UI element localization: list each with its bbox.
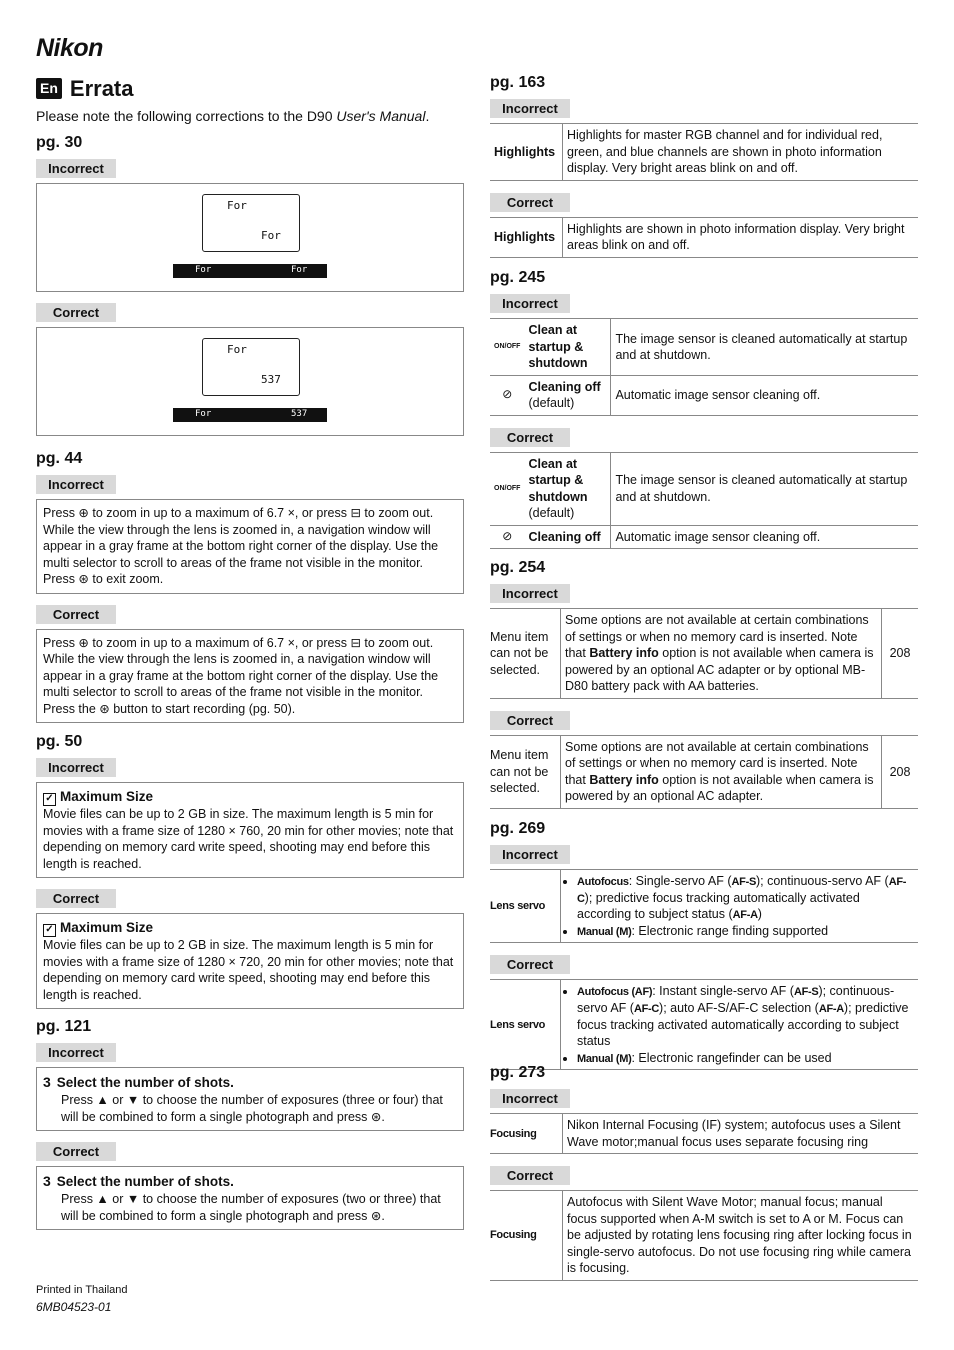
viewfinder-text: 537 <box>291 409 308 420</box>
desc-cell: Automatic image sensor cleaning off. <box>611 525 918 549</box>
term-cell: Cleaning off (default) <box>524 375 611 415</box>
text-box <box>36 1067 464 1131</box>
correct-label: Correct <box>36 303 116 322</box>
page-cell: 208 <box>882 609 919 699</box>
lcd-figure-incorrect <box>36 183 464 292</box>
desc-cell: Autofocus with Silent Wave Motor; manual focus; manual focus supported when A-M switch is set to A or M. Focus can be adjusted by rotating lens focusing ring after locking focus in single-servo autofocus. Do not use focusing ring while camera is focusing. <box>563 1191 919 1281</box>
language-badge: En <box>36 78 62 98</box>
desc-cell: Highlights are shown in photo information display. Very bright areas blink on and off. <box>563 217 919 257</box>
section-title: pg. 44 <box>36 450 83 467</box>
document-code: 6MB04523-01 <box>36 1300 112 1314</box>
section-pg245 <box>490 267 918 549</box>
incorrect-label: Incorrect <box>36 159 116 178</box>
section-title: pg. 269 <box>490 820 546 837</box>
lcd-panel <box>202 194 300 252</box>
list-item: • Autofocus: Single-servo AF (AF-S); continuous-servo AF (AF-C); predictive focus tracking automatically activated according to subject status (AF-A) <box>577 873 914 923</box>
table-row <box>490 1191 918 1281</box>
page-cell: 208 <box>882 735 919 808</box>
viewfinder-text: For <box>195 265 212 276</box>
table-row <box>490 124 918 181</box>
term-cell: Lens servo <box>490 980 561 1070</box>
title-row <box>36 74 133 103</box>
check-icon: ✓ <box>43 793 56 806</box>
step-number: 3 <box>43 1074 51 1091</box>
section-pg30 <box>36 132 464 436</box>
section-title: pg. 163 <box>490 74 546 91</box>
desc-cell: Some options are not available at certain combinations of settings or when no memory card is inserted. Note that Battery info option is not available when camera is powered by an optional AC adapter. <box>561 735 882 808</box>
correct-label: Correct <box>490 428 570 447</box>
text-box: Press ⊕ to zoom in up to a maximum of 6.7 ×, or press ⊟ to zoom out. While the view through the lens is zoomed in, a navigation window will appear in a gray frame at the bottom right corner of the display. Use the multi selector to scroll to areas of the frame not visible in the monitor. Press the ⊛ button to start recording (pg. 50). <box>36 629 464 724</box>
sensor-clean-off-icon: ⊘ <box>490 375 524 415</box>
step-number: 3 <box>43 1173 51 1190</box>
correct-label: Correct <box>490 193 570 212</box>
printed-in: Printed in Thailand <box>36 1284 128 1296</box>
term-cell: Menu item can not be selected. <box>490 735 561 808</box>
errata-table <box>490 217 918 258</box>
sensor-clean-on-icon: ON/OFF <box>490 452 524 525</box>
viewfinder-text: For <box>195 409 212 420</box>
term-cell: Lens servo <box>490 870 561 943</box>
table-row <box>490 870 918 943</box>
box-body: Movie files can be up to 2 GB in size. The maximum length is 5 min for movies with a frame size of 1280 × 720, 20 min for other movies; note that depending on memory card write speed, shooting may end before this length is reached. <box>43 938 454 1002</box>
correct-label: Correct <box>490 1166 570 1185</box>
lcd-text: For <box>227 343 247 357</box>
section-title: pg. 30 <box>36 134 83 151</box>
section-pg121 <box>36 1016 464 1230</box>
viewfinder-bar <box>173 264 327 278</box>
list-item: • Manual (M): Electronic range finding supported <box>577 923 914 940</box>
step-body: Press ▲ or ▼ to choose the number of exposures (two or three) that will be combined to form a single photograph and press ⊛. <box>61 1192 441 1223</box>
term-cell: Highlights <box>490 124 563 181</box>
sensor-clean-off-icon: ⊘ <box>490 525 524 549</box>
section-pg44 <box>36 448 464 723</box>
table-row <box>490 452 918 525</box>
incorrect-label: Incorrect <box>36 1043 116 1062</box>
desc-cell: Automatic image sensor cleaning off. <box>611 375 918 415</box>
table-row <box>490 980 918 1070</box>
term-cell: Clean at startup & shutdown <box>524 319 611 376</box>
box-heading: Maximum Size <box>60 789 154 805</box>
text-box <box>36 782 464 878</box>
term-cell: Clean at startup & shutdown (default) <box>524 452 611 525</box>
incorrect-label: Incorrect <box>490 1089 570 1108</box>
incorrect-label: Incorrect <box>490 845 570 864</box>
errata-table <box>490 318 918 416</box>
list-item: • Autofocus (AF): Instant single-servo AF (AF-S); continuous-servo AF (AF-C); auto AF-S/AF-C selection (AF-A); predictive focus tracking activated automatically according to subject status <box>577 983 914 1049</box>
section-pg254 <box>490 557 918 809</box>
section-title: pg. 273 <box>490 1064 546 1081</box>
text-box <box>36 913 464 1009</box>
errata-table <box>490 123 918 181</box>
text-box <box>36 1166 464 1230</box>
term-cell: Cleaning off <box>524 525 611 549</box>
table-row <box>490 525 918 549</box>
incorrect-label: Incorrect <box>490 99 570 118</box>
correct-label: Correct <box>490 711 570 730</box>
nikon-logo: Nikon <box>36 34 103 62</box>
section-title: pg. 245 <box>490 269 546 286</box>
desc-cell <box>561 870 919 943</box>
errata-table <box>490 869 918 943</box>
desc-cell <box>561 980 919 1070</box>
desc-cell: The image sensor is cleaned automatically at startup and at shutdown. <box>611 452 918 525</box>
correct-label: Correct <box>36 605 116 624</box>
errata-table <box>490 1113 918 1154</box>
box-body: Movie files can be up to 2 GB in size. The maximum length is 5 min for movies with a frame size of 1280 × 760, 20 min for other movies; note that depending on memory card write speed, shooting may end before this length is reached. <box>43 807 454 871</box>
viewfinder-bar <box>173 408 327 422</box>
errata-table <box>490 979 918 1070</box>
list-item: • Manual (M): Electronic rangefinder can be used <box>577 1050 914 1067</box>
term-cell: Focusing <box>490 1191 563 1281</box>
errata-table <box>490 452 918 550</box>
section-pg273 <box>490 1062 918 1281</box>
term-cell: Menu item can not be selected. <box>490 609 561 699</box>
section-pg50 <box>36 731 464 1009</box>
table-row <box>490 319 918 376</box>
desc-cell: The image sensor is cleaned automatically at startup and at shutdown. <box>611 319 918 376</box>
incorrect-label: Incorrect <box>490 294 570 313</box>
correct-label: Correct <box>490 955 570 974</box>
errata-table <box>490 608 918 699</box>
section-pg269 <box>490 818 918 1070</box>
correct-label: Correct <box>36 889 116 908</box>
section-title: pg. 254 <box>490 559 546 576</box>
box-heading: Maximum Size <box>60 920 154 936</box>
table-row <box>490 375 918 415</box>
viewfinder-text: For <box>291 265 308 276</box>
incorrect-label: Incorrect <box>36 475 116 494</box>
desc-cell: Highlights for master RGB channel and for individual red, green, and blue channels are shown in photo information display. Very bright areas blink on and off. <box>563 124 919 181</box>
section-pg163 <box>490 72 918 258</box>
section-title: pg. 121 <box>36 1018 92 1035</box>
step-body: Press ▲ or ▼ to choose the number of exposures (three or four) that will be combined to form a single photograph and press ⊛. <box>61 1093 443 1124</box>
lcd-text: For <box>227 199 247 213</box>
check-icon: ✓ <box>43 924 56 937</box>
step-heading: Select the number of shots. <box>56 1075 234 1091</box>
incorrect-label: Incorrect <box>36 758 116 777</box>
desc-cell: Nikon Internal Focusing (IF) system; autofocus uses a Silent Wave motor;manual focus uses separate focusing ring <box>563 1114 919 1154</box>
errata-table <box>490 735 918 809</box>
text-box: Press ⊕ to zoom in up to a maximum of 6.7 ×, or press ⊟ to zoom out. While the view through the lens is zoomed in, a navigation window will appear in a gray frame at the bottom right corner of the display. Use the multi selector to scroll to areas of the frame not visible in the monitor. Press ⊛ to exit zoom. <box>36 499 464 594</box>
table-row <box>490 217 918 257</box>
desc-cell: Some options are not available at certain combinations of settings or when no memory card is inserted. Note that Battery info option is not available when camera is powered by an optional AC adapter or by optional MB-D80 battery pack with AA batteries. <box>561 609 882 699</box>
sensor-clean-on-icon: ON/OFF <box>490 319 524 376</box>
term-cell: Focusing <box>490 1114 563 1154</box>
table-row <box>490 735 918 808</box>
section-title: pg. 50 <box>36 733 83 750</box>
table-row <box>490 1114 918 1154</box>
lcd-panel <box>202 338 300 396</box>
table-row <box>490 609 918 699</box>
intro-text: Please note the following corrections to the D90 User's Manual. <box>36 108 430 124</box>
lcd-figure-correct <box>36 327 464 436</box>
errata-table <box>490 1190 918 1281</box>
lcd-text: 537 <box>261 373 281 387</box>
incorrect-label: Incorrect <box>490 584 570 603</box>
lcd-text: For <box>261 229 281 243</box>
page-title: Errata <box>69 76 134 101</box>
correct-label: Correct <box>36 1142 116 1161</box>
step-heading: Select the number of shots. <box>56 1174 234 1190</box>
term-cell: Highlights <box>490 217 563 257</box>
